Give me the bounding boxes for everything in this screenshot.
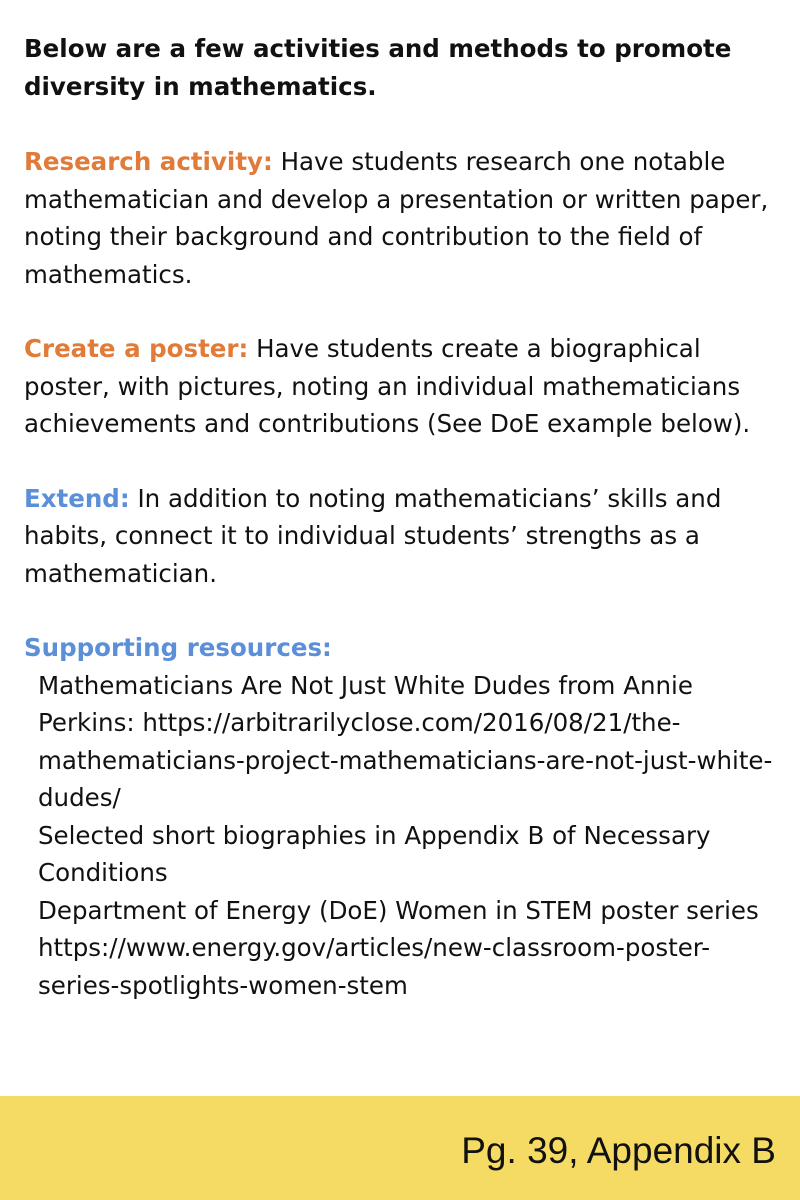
- resource-item-perkins: [24, 667, 776, 817]
- document-body: [24, 30, 776, 1041]
- create-poster-section: [24, 330, 776, 443]
- resource-item-text: Mathematicians Are Not Just White Dudes from Annie Perkins: https://arbitrarilyclose.com/2016/08/21/the-mathematicians-project-mathematicians-are-not-just-white-dudes/: [38, 670, 773, 812]
- intro-heading: Below are a few activities and methods to promote diversity in mathematics.: [24, 34, 732, 101]
- resource-item-text: Department of Energy (DoE) Women in STEM poster series https://www.energy.gov/articles/new-classroom-poster-series-spotlights-women-stem: [38, 895, 759, 1000]
- extend-section: [24, 480, 776, 593]
- extend-label: Extend:: [24, 483, 130, 513]
- supporting-resources-section: [24, 629, 776, 1004]
- page-reference: Pg. 39, Appendix B: [461, 1130, 776, 1171]
- research-activity-section: [24, 143, 776, 293]
- create-poster-label: Create a poster:: [24, 334, 249, 363]
- resource-item-appendix-b: [24, 817, 776, 892]
- resource-item-doe: [24, 892, 776, 1005]
- resource-item-text: Selected short biographies in Appendix B of Necessary Conditions: [38, 820, 711, 887]
- research-activity-label: Research activity:: [24, 147, 273, 176]
- research-activity-text: Have students research one notable mathematician and develop a presentation or written paper, noting their background and contribution to the field of mathematics.: [24, 147, 769, 289]
- extend-text: In addition to noting mathematicians’ skills and habits, connect it to individual students’ strengths as a mathematician.: [24, 483, 722, 588]
- supporting-resources-label: Supporting resources:: [24, 633, 332, 662]
- create-poster-text: Have students create a biographical poster, with pictures, noting an individual mathematicians achievements and contributions (See DoE example below).: [24, 334, 751, 438]
